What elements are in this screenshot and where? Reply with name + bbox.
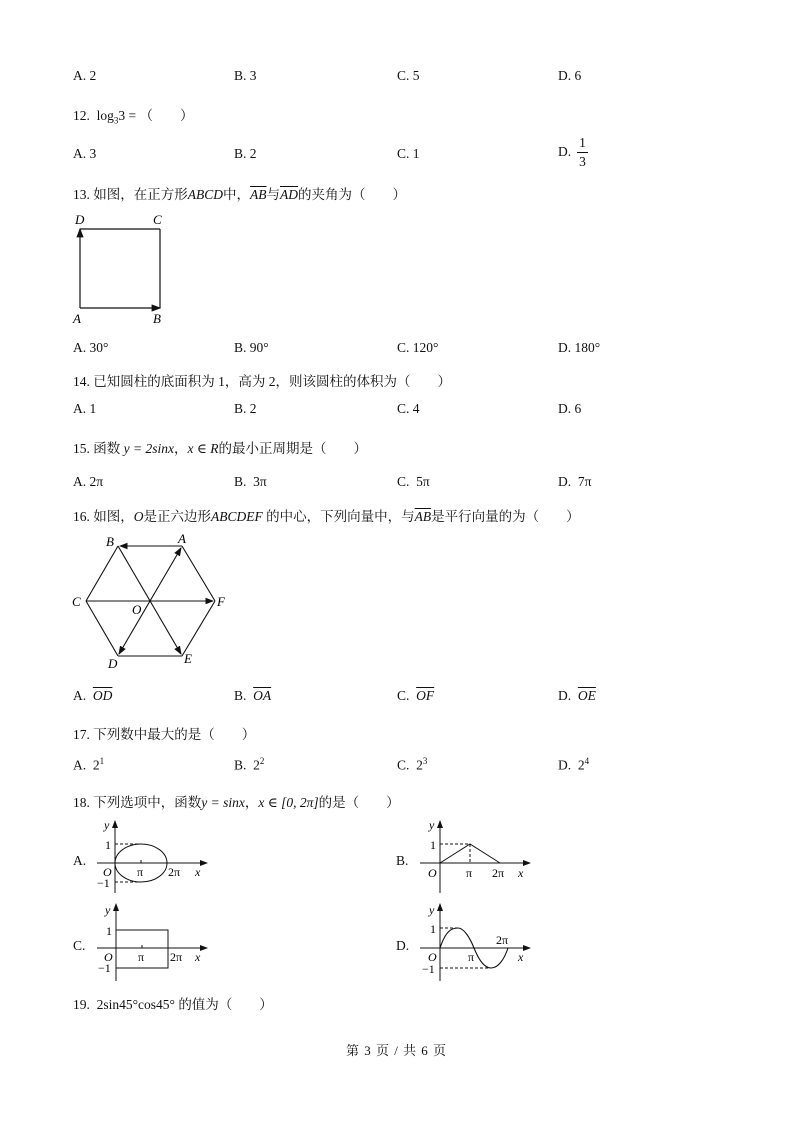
q12-option-b: B. 2 <box>234 146 257 161</box>
fraction: $\frac{1}{3}$ <box>579 135 586 169</box>
q17-option-c: C. $2^3$ <box>397 756 428 773</box>
svg-text:x: x <box>518 866 524 880</box>
q17-option-a: A. $2^1$ <box>73 756 105 773</box>
q16-option-a: A. $\overline{OD}$ <box>73 688 113 703</box>
q16-stem: 16. 如图，O是正六边形ABCDEF 的中心，下列向量中，与$\overline{AB}$是平行向量的为（ ） <box>73 509 580 524</box>
label-d: D <box>75 212 85 227</box>
label-a: A <box>73 311 81 326</box>
svg-text:−1: −1 <box>422 962 435 976</box>
svg-text:y: y <box>429 818 435 832</box>
q16-option-d: D. $\overline{OE}$ <box>558 688 596 703</box>
square-figure <box>70 210 170 330</box>
svg-text:x: x <box>195 865 201 879</box>
q12-option-c: C. 1 <box>397 146 420 161</box>
svg-text:1: 1 <box>105 838 111 852</box>
svg-text:2π: 2π <box>168 865 181 879</box>
q18-graph-d-sine <box>418 898 538 983</box>
q12-stem: 12. $\log_33$ = （ ） <box>73 108 194 126</box>
page-footer: 第 3 页 / 共 6 页 <box>345 1043 448 1058</box>
q19-stem: 19. 2sin45°cos45° 的值为（ ） <box>73 997 273 1012</box>
q18-graph-c-rectangle <box>95 898 215 983</box>
q12-option-d: D. $\frac{1}{3}$ <box>558 135 586 169</box>
hexagon-figure <box>70 530 240 675</box>
q18-stem: 18. 下列选项中，函数y = sinx，x ∈ [0, 2π]的是（ ） <box>73 795 400 810</box>
q16-option-c: C. $\overline{OF}$ <box>397 688 435 703</box>
q14-stem: 14. 已知圆柱的底面积为 1，高为 2，则该圆柱的体积为（ ） <box>73 374 451 389</box>
q18-graph-a-ellipse <box>95 815 215 895</box>
q17-option-d: D. $2^4$ <box>558 756 590 773</box>
q18-option-c-label: C. <box>73 938 86 953</box>
svg-text:−1: −1 <box>98 961 111 975</box>
svg-text:A: A <box>178 531 186 546</box>
q12-option-a: A. 3 <box>73 146 97 161</box>
q15-option-c: C. 5π <box>397 474 430 489</box>
svg-text:y: y <box>104 818 110 832</box>
q15-stem: 15. 函数 y = 2sinx，x ∈ R的最小正周期是（ ） <box>73 441 367 456</box>
svg-text:1: 1 <box>106 924 112 938</box>
svg-text:2π: 2π <box>496 933 509 947</box>
svg-text:x: x <box>195 950 201 964</box>
q11-option-d: D. 6 <box>558 68 582 83</box>
q18-option-b-label: B. <box>396 853 409 868</box>
svg-text:F: F <box>217 594 225 609</box>
label-c: C <box>153 212 162 227</box>
svg-text:π: π <box>466 866 473 880</box>
svg-text:1: 1 <box>430 922 436 936</box>
q18-option-d-label: D. <box>396 938 410 953</box>
q11-option-a: A. 2 <box>73 68 97 83</box>
label-b: B <box>153 311 161 326</box>
q13-option-c: C. 120° <box>397 340 439 355</box>
q17-option-b: B. $2^2$ <box>234 756 265 773</box>
svg-text:π: π <box>138 950 145 964</box>
q16-option-b: B. $\overline{OA}$ <box>234 688 272 703</box>
q13-stem: 13. 如图，在正方形ABCD中，$\overline{AB}$与$\overline{AD}$的夹角为（ ） <box>73 187 406 202</box>
q17-stem: 17. 下列数中最大的是（ ） <box>73 727 256 742</box>
svg-text:x: x <box>518 950 524 964</box>
svg-text:y: y <box>105 903 111 917</box>
svg-text:y: y <box>429 903 435 917</box>
svg-text:π: π <box>137 865 144 879</box>
svg-text:O: O <box>428 866 437 880</box>
q18-option-a-label: A. <box>73 853 87 868</box>
q14-option-b: B. 2 <box>234 401 257 416</box>
svg-text:1: 1 <box>430 838 436 852</box>
svg-text:O: O <box>428 950 437 964</box>
q14-option-a: A. 1 <box>73 401 97 416</box>
q11-option-b: B. 3 <box>234 68 257 83</box>
svg-text:O: O <box>104 950 113 964</box>
q15-option-d: D. 7π <box>558 474 592 489</box>
svg-text:−1: −1 <box>97 876 110 890</box>
svg-text:D: D <box>108 656 118 671</box>
vector-be <box>118 546 181 654</box>
svg-text:C: C <box>72 594 81 609</box>
q14-option-d: D. 6 <box>558 401 582 416</box>
svg-text:π: π <box>468 950 475 964</box>
q13-option-d: D. 180° <box>558 340 601 355</box>
svg-text:2π: 2π <box>492 866 505 880</box>
svg-text:O: O <box>132 602 142 617</box>
svg-text:E: E <box>184 651 192 666</box>
svg-text:B: B <box>106 534 114 549</box>
q15-option-b: B. 3π <box>234 474 267 489</box>
q11-option-c: C. 5 <box>397 68 420 83</box>
svg-text:2π: 2π <box>170 950 183 964</box>
q13-option-a: A. 30° <box>73 340 109 355</box>
q13-option-b: B. 90° <box>234 340 269 355</box>
q18-graph-b-triangle <box>418 815 538 895</box>
q15-option-a: A. 2π <box>73 474 104 489</box>
svg-text:O: O <box>103 865 112 879</box>
vector-oa <box>150 548 181 601</box>
q14-option-c: C. 4 <box>397 401 420 416</box>
